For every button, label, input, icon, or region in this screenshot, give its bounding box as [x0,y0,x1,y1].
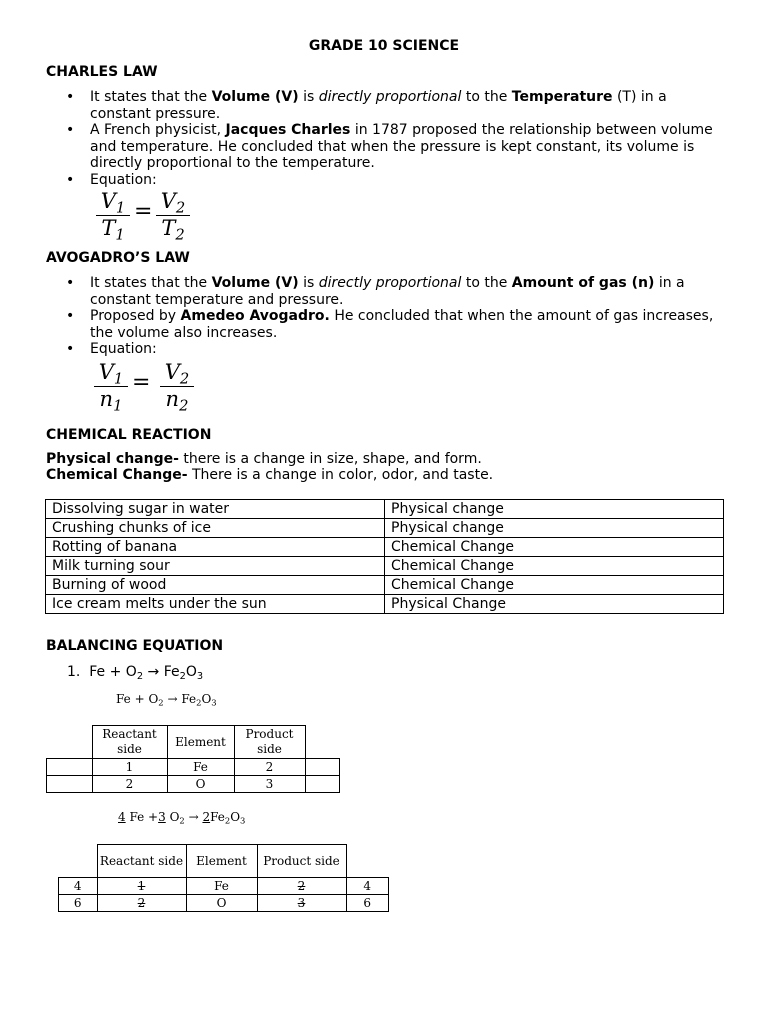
charles-law-bullets [46,89,726,188]
avogadro-law-bullets [46,275,726,358]
avogadro-equation: $V_1$ $n_1$ = $V_2$ $n_2$ [94,360,194,416]
avogadro-bullet-3: • Equation: [46,341,726,358]
charles-law-heading: CHARLES LAW [46,64,158,80]
chemical-reaction-heading: CHEMICAL REACTION [46,427,212,443]
table-row: 6 2 O 3 6 [59,895,389,912]
balancing-item-1: 1. $Fe + O_2 \to Fe_2O_3$ [67,664,204,682]
atom-count-table-1 [46,725,340,793]
page-title: GRADE 10 SCIENCE [308,38,460,54]
balanced-equation-image-text: 4 Fe +3 $O_2 \to 2Fe_2O_3$ [118,810,246,826]
table-row: 1 Fe 2 [47,759,340,776]
atom-count-table-2 [58,844,389,912]
charles-bullet-2: • A French physicist, Jacques Charles in 1787 proposed the relationship between volume and temperature. He concluded that when the pressure is kept constant, its volume is directly proportional to the temperature. [46,122,726,172]
charles-equation: $V_1$ $T_1$ = $V_2$ $T_2$ [96,189,196,245]
table-header-row: Reactant side Element Product side [59,845,389,878]
table-row: 2 O 3 [47,776,340,793]
chemical-change-definition: Chemical Change- There is a change in color, odor, and taste. [46,467,494,483]
table-row: 4 1 Fe 2 4 [59,878,389,895]
unbalanced-equation-image-text: $Fe + O_2 \to Fe_2O_3$ [116,692,217,708]
balancing-equation-heading: BALANCING EQUATION [46,638,224,654]
table-row: Milk turning sour Chemical Change [46,557,724,576]
charles-bullet-1: • It states that the Volume (V) is directly proportional to the Temperature (T) in a constant pressure. [46,89,726,122]
table-header-row: Reactant side Element Product side [47,726,340,759]
table-row: Crushing chunks of ice Physical change [46,519,724,538]
table-row: Burning of wood Chemical Change [46,576,724,595]
avogadro-law-heading: AVOGADRO’S LAW [46,250,190,266]
physical-change-definition: Physical change- there is a change in size, shape, and form. [46,451,482,467]
charles-bullet-3: • Equation: [46,172,726,189]
table-row: Dissolving sugar in water Physical change [46,500,724,519]
table-row: Ice cream melts under the sun Physical Change [46,595,724,614]
table-row: Rotting of banana Chemical Change [46,538,724,557]
change-classification-table [45,499,724,614]
avogadro-bullet-1: • It states that the Volume (V) is directly proportional to the Amount of gas (n) in a constant temperature and pressure. [46,275,726,308]
avogadro-bullet-2: • Proposed by Amedeo Avogadro. He concluded that when the amount of gas increases, the volume also increases. [46,308,726,341]
